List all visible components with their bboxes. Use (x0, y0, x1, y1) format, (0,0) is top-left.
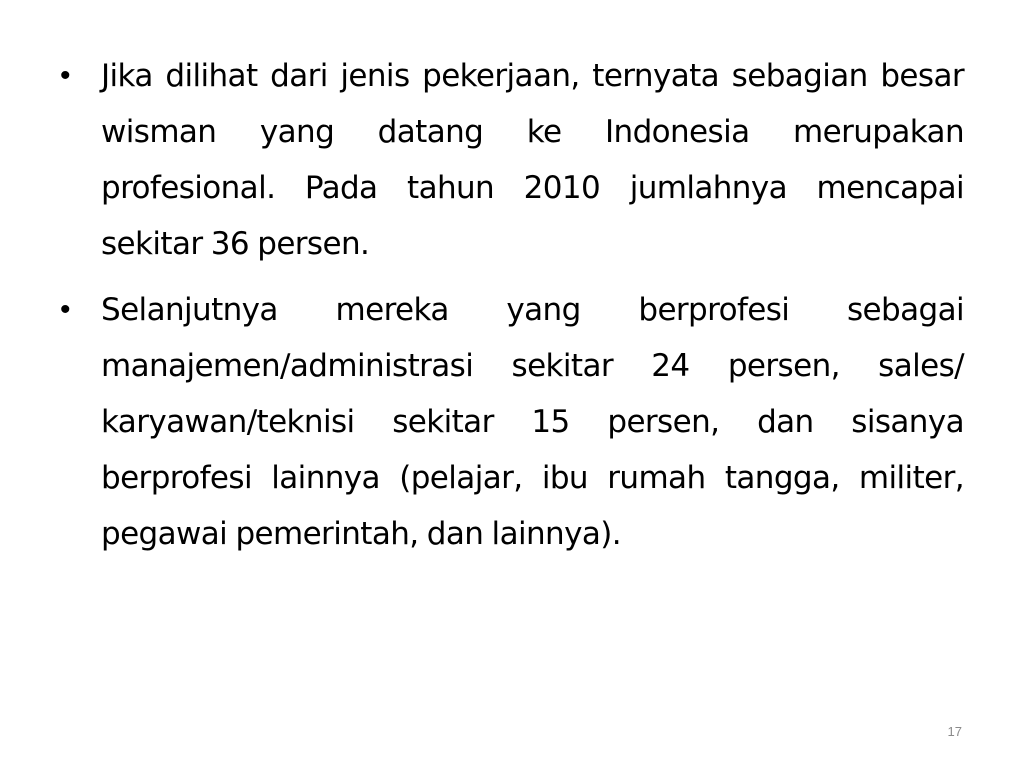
slide-body (60, 48, 964, 572)
bullet-item-2 (60, 282, 964, 562)
bullet-item-1 (60, 48, 964, 272)
bullet-text-2: Selanjutnya mereka yang berprofesi sebagai manajemen/administrasi sekitar 24 persen, sales/ karyawan/teknisi sekitar 15 persen, dan sisanya berprofesi lainnya (pelajar, ibu rumah tangga, militer, pegawai pemerintah, dan lainnya). (101, 292, 964, 552)
bullet-marker-icon: • (60, 293, 71, 326)
bullet-text-1: Jika dilihat dari jenis pekerjaan, ternyata sebagian besar wisman yang datang ke Indonesia merupakan profesional. Pada tahun 2010 jumlahnya mencapai sekitar 36 persen. (101, 58, 964, 262)
page-number: 17 (947, 724, 962, 739)
bullet-list (60, 48, 964, 562)
bullet-marker-icon: • (60, 59, 71, 92)
